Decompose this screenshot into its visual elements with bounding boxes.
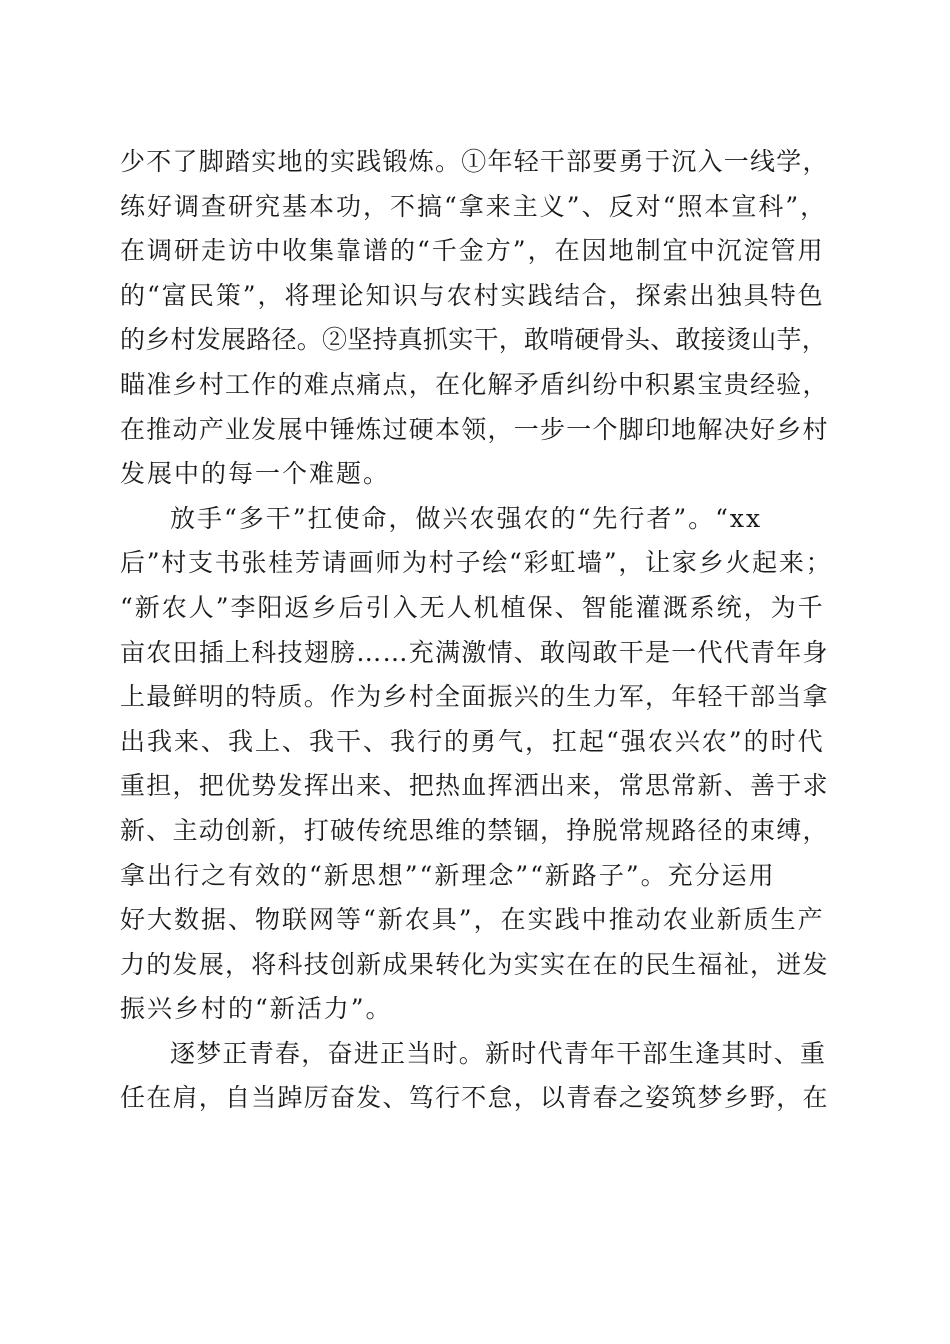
text-line: 在调研走访中收集靠谱的“千金方”，在因地制宜中沉淀管用 <box>120 236 825 266</box>
text-line: 亩农田插上科技翅膀……充满激情、敢闯敢干是一代代青年身 <box>120 637 829 667</box>
text-line: 的乡村发展路径。②坚持真抓实干，敢啃硬骨头、敢接烫山芋， <box>120 325 828 355</box>
paragraph-2 <box>120 497 832 1032</box>
text-line: 练好调查研究基本功，不搞“拿来主义”、反对“照本宣科”， <box>120 191 828 221</box>
text-line: 出我来、我上、我干、我行的勇气，扛起“强农兴农”的时代 <box>120 726 825 756</box>
text-line: 振兴乡村的“新活力”。 <box>120 994 393 1024</box>
text-line: 发展中的每一个难题。 <box>120 459 391 489</box>
text-line: 在推动产业发展中锤炼过硬本领，一步一个脚印地解决好乡村 <box>120 414 829 444</box>
text-line: 拿出行之有效的“新思想”“新理念”“新路子”。充分运用 <box>120 860 776 890</box>
text-line: 放手“多干”扛使命，做兴农强农的“先行者”。“xx <box>170 503 763 533</box>
text-line: 力的发展，将科技创新成果转化为实实在在的民生福祉，迸发 <box>120 949 829 979</box>
text-line: 新、主动创新，打破传统思维的禁锢，挣脱常规路径的束缚， <box>120 815 829 845</box>
text-line: 少不了脚踏实地的实践锻炼。①年轻干部要勇于沉入一线学， <box>120 147 829 176</box>
text-line: 上最鲜明的特质。作为乡村全面振兴的生力军，年轻干部当拿 <box>120 682 829 712</box>
document-body <box>120 140 832 1121</box>
text-line: 后”村支书张桂芳请画师为村子绘“彩虹墙”，让家乡火起来； <box>120 548 833 578</box>
paragraph-3 <box>120 1032 832 1121</box>
text-line: 瞄准乡村工作的难点痛点，在化解矛盾纠纷中积累宝贵经验， <box>120 369 829 399</box>
text-line: 的“富民策”，将理论知识与农村实践结合，探索出独具特色 <box>120 280 825 310</box>
text-line: 逐梦正青春，奋进正当时。新时代青年干部生逢其时、重 <box>170 1038 827 1068</box>
text-line: 重担，把优势发挥出来、把热血挥洒出来，常思常新、善于求 <box>120 771 829 801</box>
text-line: “新农人”李阳返乡后引入无人机植保、智能灌溉系统，为千 <box>120 592 825 622</box>
text-line: 任在肩，自当踔厉奋发、笃行不怠，以青春之姿筑梦乡野，在 <box>120 1083 829 1113</box>
paragraph-1 <box>120 140 832 497</box>
text-line: 好大数据、物联网等“新农具”，在实践中推动农业新质生产 <box>120 905 825 935</box>
